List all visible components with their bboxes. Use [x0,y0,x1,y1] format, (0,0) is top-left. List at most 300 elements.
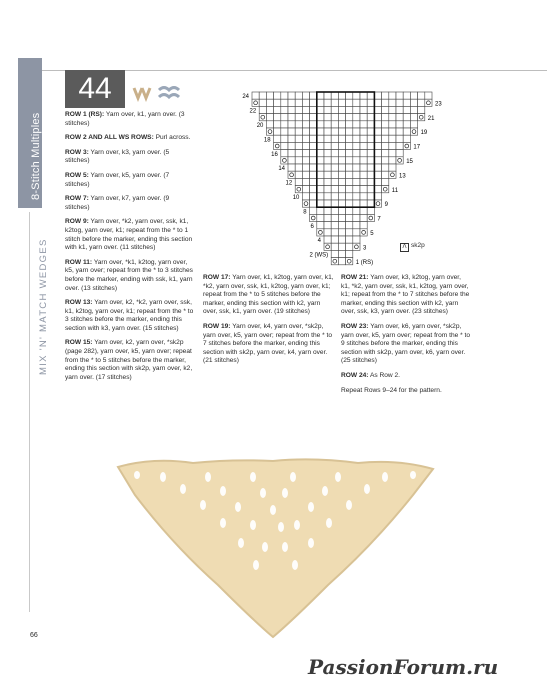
chart-cell [338,200,345,207]
chart-cell [338,135,345,142]
chart-cell [295,171,302,178]
chart-cell [346,164,353,171]
row-instruction: ROW 21: Yarn over, k3, k2tog, yarn over, k1, *k2, yarn over, ssk, k1, k2tog, yarn over, k1; repeat from the * to 7 stitches before the marker, ending this section with k2, yarn over, ssk, k3, yarn over. (23 stitches) [341,274,470,316]
chart-cell [302,142,309,149]
chart-cell [324,178,331,185]
chart-cell [389,121,396,128]
row-instruction: ROW 11: Yarn over, *k1, k2tog, yarn over, k5, yarn over; repeat from the * to 3 stitches before the marker, ending with ssk, k1, yarn over. (13 stitches) [65,258,193,292]
chart-cell [403,121,410,128]
chart-cell [360,178,367,185]
chart-cell [266,121,273,128]
chart-cell [317,229,324,236]
chart-cell [367,121,374,128]
chart-cell [353,186,360,193]
chart-cell [338,128,345,135]
chart-cell [367,207,374,214]
chart-cell [382,186,389,193]
chart-cell [418,114,425,121]
chart-cell [346,121,353,128]
side-tab-label: 8-Stitch Multiples [30,112,42,200]
chart-cell [331,193,338,200]
chart-cell [317,207,324,214]
chart-cell [288,135,295,142]
chart-cell [302,193,309,200]
chart-cell [396,99,403,106]
chart-cell [338,99,345,106]
chart-cell [288,142,295,149]
chart-cell [324,222,331,229]
chart-cell [346,193,353,200]
chart-cell [374,92,381,99]
chart-cell [346,200,353,207]
chart-cell [396,114,403,121]
row-instruction: ROW 9: Yarn over, *k2, yarn over, ssk, k1, k2tog, yarn over, k1; repeat from the * to 1 stitch before the marker, ending this section with k1, yarn over. (11 stitches) [65,218,193,252]
chart-cell [274,135,281,142]
chart-cell [353,200,360,207]
chart-cell [331,200,338,207]
chart-cell [346,135,353,142]
chart-cell [259,114,266,121]
chart-cell [317,121,324,128]
chart-cell [353,164,360,171]
chart-cell [346,250,353,257]
chart-cell [317,92,324,99]
chart-cell [403,92,410,99]
chart-cell [425,99,432,106]
row-instruction: ROW 5: Yarn over, k5, yarn over. (7 stitches) [65,171,170,188]
chart-cell [338,106,345,113]
chart-cell [346,106,353,113]
chart-cell [302,92,309,99]
chart-cell [317,142,324,149]
chart-cell [302,157,309,164]
row-instruction: ROW 3: Yarn over, k3, yarn over. (5 stitches) [65,148,170,165]
chart-cell [360,121,367,128]
chart-cell [324,171,331,178]
chart-cell [317,150,324,157]
chart-cell [382,142,389,149]
chart-cell [274,92,281,99]
chart-cell [389,157,396,164]
chart-cell [310,99,317,106]
chart-cell [346,258,353,265]
chart-cell [360,171,367,178]
chart-cell [310,178,317,185]
chart-cell [317,164,324,171]
chart-cell [410,92,417,99]
chart-cell [360,200,367,207]
chart-cell [382,150,389,157]
chart-cell [331,157,338,164]
chart-cell [302,99,309,106]
chart-cell [338,243,345,250]
chart-cell [274,128,281,135]
chart-cell [410,121,417,128]
chart-cell [389,142,396,149]
chart-row-label: 12 [285,180,293,187]
chart-cell [259,106,266,113]
chart-cell [346,186,353,193]
chart-cell [367,200,374,207]
chart-cell [331,128,338,135]
chart-cell [302,171,309,178]
chart-cell [338,236,345,243]
chart-cell [374,200,381,207]
chart-cell [346,114,353,121]
chart-cell [302,128,309,135]
chart-cell [396,92,403,99]
chart-row-label: 19 [420,130,428,137]
chart-cell [338,171,345,178]
chart-cell [331,222,338,229]
chart-cell [317,178,324,185]
chart-cell [295,135,302,142]
chart-cell [288,157,295,164]
chart-cell [302,106,309,113]
chart-cell [410,128,417,135]
chart-cell [331,214,338,221]
chart-cell [295,178,302,185]
chart-cell [281,128,288,135]
chart-cell [324,128,331,135]
row-instruction: ROW 23: Yarn over, k6, yarn over, *sk2p, yarn over, k5, yarn over; repeat from the * to 9 stitches before the marker, ending this section with sk2p, yarn over, k6, yarn over. (25 stitches) [341,322,471,365]
chart-cell [374,157,381,164]
chart-cell [338,207,345,214]
chart-cell [331,236,338,243]
chart-cell [310,92,317,99]
chart-cell [382,157,389,164]
chart-cell [338,229,345,236]
chart-cell [274,121,281,128]
chart-cell [288,128,295,135]
chart-cell [403,99,410,106]
chart-cell [403,114,410,121]
row-instruction: ROW 1 (RS): Yarn over, k1, yarn over. (3 stitches) [65,111,185,127]
chart-cell [367,157,374,164]
chart-cell [374,114,381,121]
chart-cell [295,128,302,135]
chart-cell [281,121,288,128]
chart-cell [389,150,396,157]
pattern-number: 44 [65,70,125,108]
chart-cell [331,243,338,250]
chart-cell [346,207,353,214]
chart-cell [346,229,353,236]
chart-row-label: 3 [363,245,367,252]
chart-cell [295,164,302,171]
chart-cell [367,128,374,135]
chart-cell [295,99,302,106]
chart-cell [410,99,417,106]
chart-cell [346,157,353,164]
chart-cell [288,150,295,157]
chart-cell [317,128,324,135]
chart-cell [360,157,367,164]
chart-cell [338,164,345,171]
chart-cell [295,114,302,121]
chart-cell [274,106,281,113]
chart-row-label: 9 [384,202,388,209]
chart-cell [353,207,360,214]
chart-cell [367,135,374,142]
chart-cell [374,186,381,193]
chart-cell [367,99,374,106]
chart-cell [331,92,338,99]
chart-cell [382,171,389,178]
chart-cell [331,150,338,157]
chart-cell [295,186,302,193]
chart-cell [367,193,374,200]
chart-cell [367,164,374,171]
chart-cell [331,186,338,193]
chart-cell [403,106,410,113]
chart-cell [302,121,309,128]
chart-cell [310,171,317,178]
chart-row-label: 10 [292,195,300,201]
chart-cell [324,200,331,207]
chart-cell [382,92,389,99]
chart-row-label: 5 [370,231,374,237]
section-title: MIX 'N' MATCH WEDGES [38,238,49,375]
chart-cell [425,92,432,99]
chart-cell [382,106,389,113]
chart-cell [324,164,331,171]
chart-cell [403,142,410,149]
chart-cell [310,106,317,113]
chart-cell [338,186,345,193]
chart-cell [353,142,360,149]
chart-cell [331,164,338,171]
chart-cell [346,178,353,185]
chart-cell [281,92,288,99]
chart-cell [317,193,324,200]
chart-cell [331,99,338,106]
chart-cell [338,114,345,121]
chart-cell [274,114,281,121]
chart-cell [302,164,309,171]
chart-cell [310,193,317,200]
chart-cell [281,114,288,121]
chart-cell [382,114,389,121]
chart-cell [302,114,309,121]
chart-row-label: 23 [435,101,442,108]
chart-cell [382,135,389,142]
chart-cell [396,106,403,113]
chart-cell [317,186,324,193]
chart-cell [338,92,345,99]
chart-cell [360,229,367,236]
chart-cell [259,92,266,99]
row-instruction: ROW 24: As Row 2. [341,371,401,379]
chart-cell [360,92,367,99]
chart-cell [338,178,345,185]
chart-cell [331,121,338,128]
chart-cell [288,106,295,113]
chart-row-label: 16 [271,151,278,158]
chart-cell [317,135,324,142]
chart-cell [374,142,381,149]
chart-cell [367,178,374,185]
chart-cell [410,114,417,121]
chart-cell [374,121,381,128]
chart-cell [324,186,331,193]
chart-cell [310,128,317,135]
chart-cell [353,222,360,229]
chart-row-label: 1 (RS) [355,259,374,266]
chart-cell [374,193,381,200]
chart-cell [382,121,389,128]
chart-cell [302,186,309,193]
chart-cell [353,114,360,121]
chart-cell [295,121,302,128]
chart-cell [353,193,360,200]
chart-cell [338,157,345,164]
chart-cell [346,142,353,149]
chart-cell [281,106,288,113]
chart-cell [310,135,317,142]
chart-cell [353,229,360,236]
chart-cell [295,92,302,99]
chart-cell [360,150,367,157]
chart-cell [310,200,317,207]
chart-cell [331,171,338,178]
chart-cell [266,99,273,106]
chart-cell [389,106,396,113]
chart-cell [346,243,353,250]
chart-cell [396,121,403,128]
chart-cell [403,135,410,142]
chart-cell [331,135,338,142]
chart-cell [360,142,367,149]
chart-cell [346,128,353,135]
chart-row-label: 4 [317,238,321,245]
chart-row-label: 7 [377,216,381,223]
chart-cell [310,186,317,193]
chart-cell [331,178,338,185]
chart-cell [324,92,331,99]
chart-cell [346,222,353,229]
row-instruction: ROW 7: Yarn over, k7, yarn over. (9 stitches) [65,195,170,211]
chart-cell [281,157,288,164]
chart-cell [324,193,331,200]
chart-cell [353,171,360,178]
chart-cell [374,150,381,157]
row-instruction: ROW 15: Yarn over, k2, yarn over, *sk2p (page 282), yarn over, k5, yarn over; repeat from the * to 5 stitches before the marker, ending this section with sk2p, yarn over, k2, yarn over. (17 stitches) [65,339,193,381]
chart-cell [396,135,403,142]
chart-cell [367,92,374,99]
chart-cell [274,99,281,106]
chart-cell [324,135,331,142]
chart-cell [288,164,295,171]
chart-cell [310,207,317,214]
chart-cell [389,171,396,178]
chart-cell [382,99,389,106]
chart-cell [324,214,331,221]
chart-cell [367,171,374,178]
chart-cell [338,150,345,157]
chart-cell [396,157,403,164]
chart-cell [360,106,367,113]
chart-cell [418,106,425,113]
chart-cell [331,250,338,257]
row-instruction: ROW 17: Yarn over, k1, k2tog, yarn over, k1, *k2, yarn over, ssk, k1, k2tog, yarn over, k1; repeat from the * to 5 stitches before the marker, ending this section with k2, yarn over, ssk, k1, yarn over. (19 stitches) [203,274,334,316]
chart-cell [360,214,367,221]
chart-cell [338,142,345,149]
chart-cell [295,150,302,157]
chart-cell [317,214,324,221]
chart-cell [353,135,360,142]
chart-row-label: 15 [406,159,413,165]
chart-cell [252,92,259,99]
chart-cell [310,214,317,221]
chart-cell [310,157,317,164]
chart-cell [389,135,396,142]
chart-cell [317,171,324,178]
chart-cell [418,92,425,99]
chart-cell [324,114,331,121]
chart-cell [338,222,345,229]
legend-label: sk2p [411,242,425,249]
row-instruction: ROW 13: Yarn over, k2, *k2, yarn over, ssk, k1, k2tog, yarn over, k1; repeat from the * to 3 stitches before the marker, ending this section with k3, yarn over. (15 stitches) [65,299,194,332]
chart-cell [374,99,381,106]
chart-row-label: 22 [249,108,257,115]
chart-cell [281,135,288,142]
chart-cell [360,135,367,142]
chart-cell [389,114,396,121]
chart-cell [382,178,389,185]
chart-cell [331,114,338,121]
chart-cell [353,150,360,157]
chart-cell [353,157,360,164]
chart-cell [310,164,317,171]
chart-cell [324,207,331,214]
chart-cell [324,106,331,113]
chart-cell [295,157,302,164]
row-instruction: ROW 2 AND ALL WS ROWS: Purl across. [65,134,191,142]
chart-cell [346,171,353,178]
chart-cell [310,150,317,157]
chart-cell [252,99,259,106]
chart-cell [317,106,324,113]
chart-row-label: 11 [391,187,399,194]
chart-cell [331,258,338,265]
chart-cell [353,128,360,135]
chart-row-label: 20 [256,123,264,129]
chart-cell [324,121,331,128]
chart-cell [346,92,353,99]
chart-cell [360,114,367,121]
chart-cell [338,193,345,200]
chart-cell [410,106,417,113]
chart-cell [288,92,295,99]
chart-cell [360,193,367,200]
chart-cell [331,142,338,149]
chart-cell [288,171,295,178]
chart-cell [396,142,403,149]
chart-cell [338,250,345,257]
chart-cell [331,106,338,113]
chart-row-label: 21 [427,115,435,122]
chart-cell [374,164,381,171]
chart-cell [346,236,353,243]
chart-cell [360,186,367,193]
chart-cell [302,200,309,207]
chart-cell [346,99,353,106]
chart-cell [302,150,309,157]
chart-cell [324,99,331,106]
chart-cell [317,99,324,106]
chart-cell [389,99,396,106]
